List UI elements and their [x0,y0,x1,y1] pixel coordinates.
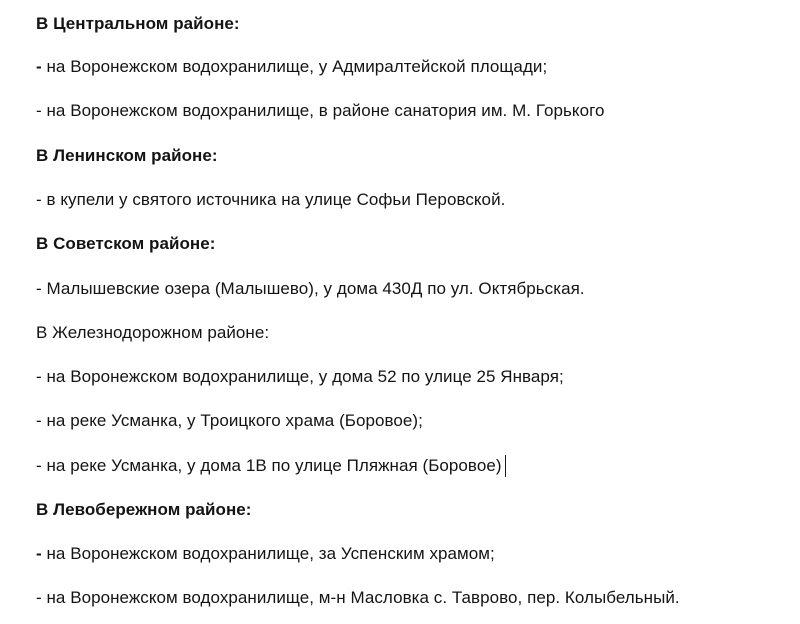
list-item [36,587,680,609]
list-dash: - [36,279,42,298]
list-item [36,543,495,565]
list-item [36,189,505,211]
line-text: В Ленинском районе: [36,146,218,165]
line-text: на Воронежском водохранилище, у Адмиралтейской площади; [41,57,548,76]
line-text: В Советском районе: [36,234,216,253]
district-heading-levoberezhny [36,499,252,521]
line-text: на Воронежском водохранилище, у дома 52 по улице 25 Января; [41,367,564,386]
line-text: В Железнодорожном районе: [36,323,270,342]
list-dash: - [36,190,42,209]
text-caret [505,455,506,477]
list-dash: - [36,588,42,607]
district-heading-central [36,13,240,35]
line-text: на реке Усманка, у дома 1В по улице Пляжная (Боровое) [41,456,502,475]
line-text: В Левобережном районе: [36,500,252,519]
list-dash: - [36,544,42,563]
line-text: на Воронежском водохранилище, за Успенским храмом; [41,544,495,563]
list-item[interactable] [36,455,506,477]
list-dash: - [36,101,42,120]
list-dash: - [36,456,42,475]
list-item [36,100,604,122]
line-text: на Воронежском водохранилище, м-н Масловка с. Таврово, пер. Колыбельный. [41,588,680,607]
list-item [36,56,547,78]
list-item [36,410,423,432]
line-text: на реке Усманка, у Троицкого храма (Боровое); [41,411,423,430]
list-dash: - [36,367,42,386]
list-item [36,278,585,300]
line-text: в купели у святого источника на улице Софьи Перовской. [41,190,506,209]
district-heading-zheleznodorozhny [36,322,269,344]
list-dash: - [36,57,42,76]
list-item [36,366,564,388]
list-dash: - [36,411,42,430]
line-text: В Центральном районе: [36,14,240,33]
district-heading-sovetsky [36,233,215,255]
district-heading-leninsky [36,145,218,167]
line-text: Малышевские озера (Малышево), у дома 430Д по ул. Октябрьская. [41,279,585,298]
line-text: на Воронежском водохранилище, в районе санатория им. М. Горького [41,101,605,120]
